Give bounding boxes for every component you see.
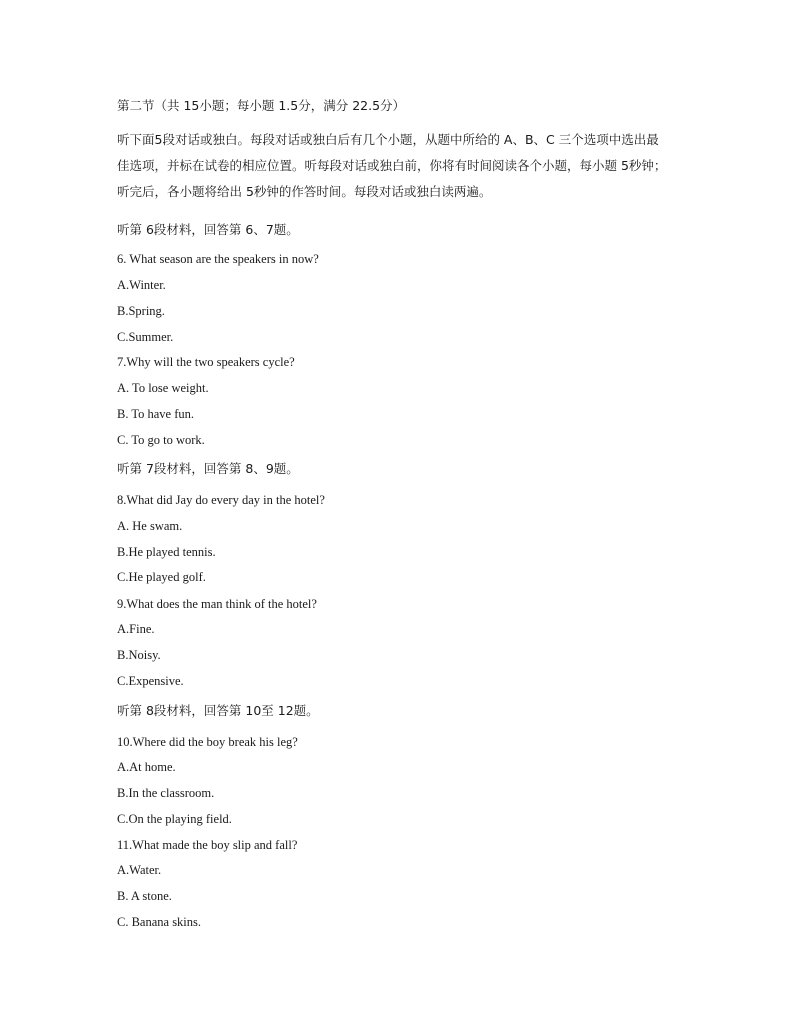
group-heading: 听第 6段材料，回答第 6、7题。 bbox=[117, 222, 299, 237]
answer-option: B. To have fun. bbox=[117, 407, 195, 421]
group-heading: 听第 7段材料，回答第 8、9题。 bbox=[117, 461, 299, 476]
answer-option: A.Winter. bbox=[117, 278, 166, 292]
section-instructions bbox=[117, 127, 725, 205]
instruction-line: 佳选项，并标在试卷的相应位置。听每段对话或独白前，你将有时间阅读各个小题，每小题 5秒钟； bbox=[117, 158, 667, 173]
group-heading: 听第 8段材料，回答第 10至 12题。 bbox=[117, 703, 319, 718]
section-title: 第二节（共 15小题；每小题 1.5分，满分 22.5分） bbox=[117, 98, 406, 113]
answer-option: B. A stone. bbox=[117, 889, 172, 903]
answer-option: C.He played golf. bbox=[117, 570, 206, 584]
answer-option: A.Fine. bbox=[117, 622, 155, 636]
question-stem: 10.Where did the boy break his leg? bbox=[117, 735, 298, 749]
question-stem: 7.Why will the two speakers cycle? bbox=[117, 355, 295, 369]
answer-option: C. To go to work. bbox=[117, 433, 205, 447]
question-stem: 6. What season are the speakers in now? bbox=[117, 252, 319, 266]
question-stem: 11.What made the boy slip and fall? bbox=[117, 838, 298, 852]
answer-option: A. He swam. bbox=[117, 519, 183, 533]
answer-option: C.On the playing field. bbox=[117, 812, 232, 826]
answer-option: B.He played tennis. bbox=[117, 545, 216, 559]
answer-option: C.Summer. bbox=[117, 330, 174, 344]
answer-option: A. To lose weight. bbox=[117, 381, 209, 395]
answer-option: A.At home. bbox=[117, 760, 176, 774]
answer-option: A.Water. bbox=[117, 863, 162, 877]
answer-option: B.In the classroom. bbox=[117, 786, 215, 800]
answer-option: B.Noisy. bbox=[117, 648, 161, 662]
instruction-line: 听下面5段对话或独白。每段对话或独白后有几个小题，从题中所给的 A、B、C 三个选项中选出最 bbox=[117, 132, 659, 147]
answer-option: B.Spring. bbox=[117, 304, 165, 318]
question-stem: 8.What did Jay do every day in the hotel? bbox=[117, 493, 325, 507]
answer-option: C.Expensive. bbox=[117, 674, 184, 688]
instruction-line: 听完后，各小题将给出 5秒钟的作答时间。每段对话或独白读两遍。 bbox=[117, 184, 492, 199]
answer-option: C. Banana skins. bbox=[117, 915, 202, 929]
question-stem: 9.What does the man think of the hotel? bbox=[117, 597, 317, 611]
